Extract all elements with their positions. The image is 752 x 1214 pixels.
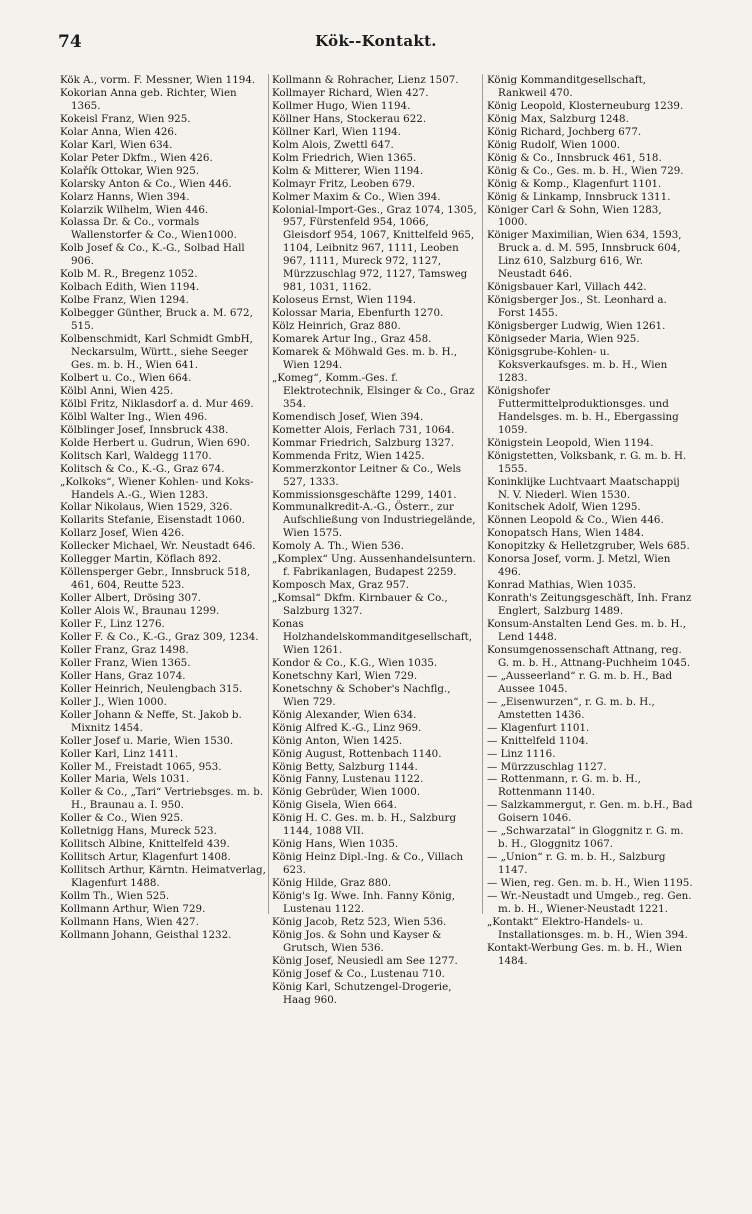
directory-entry: Koller M., Freistadt 1065, 953. [60,760,222,773]
directory-entry: Kollitsch Arthur, Kärntn. Heimatverlag, Klagenfurt 1488. [60,864,266,890]
directory-entry: Königsgrube-Kohlen- u. Koksverkaufsges. m. b. H., Wien 1283. [487,346,668,384]
directory-entry: Kolitsch Karl, Waldegg 1170. [60,449,212,462]
directory-entry: — „Union“ r. G. m. b. H., Salzburg 1147. [487,851,666,877]
directory-entry: König August, Rottenbach 1140. [272,747,442,760]
directory-entry: König Rudolf, Wien 1000. [487,138,621,151]
directory-entry: König Jacob, Retz 523, Wien 536. [272,915,447,928]
directory-entry: Kollmann Johann, Geisthal 1232. [60,928,232,941]
directory-entry: Kollarz Josef, Wien 426. [60,527,185,540]
directory-entry: Königseder Maria, Wien 925. [487,333,640,346]
directory-entry: König Gisela, Wien 664. [272,799,397,812]
directory-entry: König Max, Salzburg 1248. [487,112,629,125]
directory-entry: — Knittelfeld 1104. [487,734,589,747]
directory-entry: Kolm Friedrich, Wien 1365. [272,151,417,164]
directory-entry: König & Co., Innsbruck 461, 518. [487,151,662,164]
directory-entry: Kölbl Fritz, Niklasdorf a. d. Mur 469. [60,397,254,410]
directory-entry: Kontakt-Werbung Ges. m. b. H., Wien 1484. [487,941,683,967]
directory-entry: Konitschek Adolf, Wien 1295. [487,501,641,514]
directory-entry: Kolm Alois, Zwettl 647. [272,138,394,151]
directory-entry: Kolarsky Anton & Co., Wien 446. [60,177,232,190]
directory-entry: Kometter Alois, Ferlach 731, 1064. [272,423,455,436]
directory-entry: Kokorian Anna geb. Richter, Wien 1365. [60,86,237,112]
directory-entry: König Gebrüder, Wien 1000. [272,786,421,799]
directory-entry: Königsberger Jos., St. Leonhard a. Forst 1455. [487,294,667,320]
directory-entry: König & Komp., Klagenfurt 1101. [487,177,662,190]
column-divider [268,74,269,914]
directory-entry: Kollarits Stefanie, Eisenstadt 1060. [60,514,245,527]
directory-entry: Königer Carl & Sohn, Wien 1283, 1000. [487,203,662,229]
directory-entry: „Komplex“ Ung. Aussenhandelsuntern. f. Fabrikanlagen, Budapest 2259. [272,553,476,579]
directory-entry: Koller Franz, Wien 1365. [60,656,191,669]
directory-entry: Komoly A. Th., Wien 536. [272,540,404,553]
directory-entry: Kolb M. R., Bregenz 1052. [60,268,198,281]
directory-entry: Konetschny Karl, Wien 729. [272,669,418,682]
directory-entry: Kölbl Anni, Wien 425. [60,384,174,397]
directory-entry: Kommenda Fritz, Wien 1425. [272,449,425,462]
directory-entry: König Alexander, Wien 634. [272,708,417,721]
directory-entry: Kölbl Walter Ing., Wien 496. [60,410,208,423]
directory-entry: „Komsal“ Dkfm. Kirnbauer & Co., Salzburg 1327. [272,592,448,618]
directory-entry: Können Leopold & Co., Wien 446. [487,514,664,527]
page-title: Kök--Kontakt. [315,32,437,50]
directory-entry: Kölblinger Josef, Innsbruck 438. [60,423,229,436]
directory-entry: Konrath's Zeitungsgeschäft, Inh. Franz Englert, Salzburg 1489. [487,592,692,618]
directory-entry: Koller Heinrich, Neulengbach 315. [60,682,243,695]
directory-entry: König Hans, Wien 1035. [272,838,399,851]
directory-entry: König's Ig. Wwe. Inh. Fanny König, Lustenau 1122. [272,890,455,915]
directory-entry: — Klagenfurt 1101. [487,721,590,734]
directory-entry: Kolmer Maxim & Co., Wien 394. [272,190,441,203]
directory-entry: Kollmann Hans, Wien 427. [60,915,199,928]
directory-entry: Kollar Nikolaus, Wien 1529, 326. [60,501,233,514]
directory-entry: König Josef & Co., Lustenau 710. [272,967,445,980]
directory-entry: Konsum-Anstalten Lend Ges. m. b. H., Lend 1448. [487,618,687,643]
directory-entry: Kolletnigg Hans, Mureck 523. [60,825,217,838]
directory-entry: — Rottenmann, r. G. m. b. H., Rottenmann 1140. [487,773,641,799]
directory-entry: König Alfred K.-G., Linz 969. [272,721,422,734]
directory-entry: König H. C. Ges. m. b. H., Salzburg 1144, 1088 VII. [272,812,457,838]
directory-entry: Kommunalkredit-A.-G., Österr., zur Aufschließung von Industriegelände, Wien 1575. [272,501,476,540]
directory-entry: „Kontakt“ Elektro-Handels- u. Installationsges. m. b. H., Wien 394. [487,915,688,941]
directory-entry: Kollm Th., Wien 525. [60,890,170,903]
directory-entry: — Linz 1116. [487,747,556,760]
directory-column-2 [272,74,478,1192]
column-divider [482,74,483,914]
directory-entry: Koller J., Wien 1000. [60,695,167,708]
directory-entry: König Josef, Neusiedl am See 1277. [272,954,458,967]
directory-entry: Kolarzik Wilhelm, Wien 446. [60,203,209,216]
directory-entry: Komarek & Möhwald Ges. m. b. H., Wien 1294. [272,346,458,371]
directory-entry: Kolbert u. Co., Wien 664. [60,371,192,384]
directory-entry: Kollmer Hugo, Wien 1194. [272,99,411,112]
directory-entry: Kolm & Mitterer, Wien 1194. [272,164,424,177]
directory-entry: Königstein Leopold, Wien 1194. [487,436,654,449]
directory-entry: Königsberger Ludwig, Wien 1261. [487,320,666,333]
directory-entry: Kommerzkontor Leitner & Co., Wels 527, 1333. [272,462,462,488]
directory-entry: Koller F., Linz 1276. [60,618,165,631]
directory-entry: König & Co., Ges. m. b. H., Wien 729. [487,164,684,177]
directory-entry: Komendisch Josef, Wien 394. [272,410,424,423]
directory-entry: Kök A., vorm. F. Messner, Wien 1194. [60,74,256,86]
directory-entry: Kommar Friedrich, Salzburg 1327. [272,436,455,449]
directory-entry: Königsbauer Karl, Villach 442. [487,281,647,294]
directory-entry: Köllner Hans, Stockerau 622. [272,112,427,125]
directory-entry: Kolbenschmidt, Karl Schmidt GmbH, Neckarsulm, Württ., siehe Seeger Ges. m. b. H., Wien 641. [60,333,253,371]
directory-entry: Kolbach Edith, Wien 1194. [60,281,200,294]
directory-entry: König Richard, Jochberg 677. [487,125,642,138]
directory-entry: — Wr.-Neustadt und Umgeb., reg. Gen. m. b. H., Wiener-Neustadt 1221. [487,890,692,915]
directory-entry: Kondor & Co., K.G., Wien 1035. [272,656,438,669]
directory-column-3 [487,74,693,1192]
directory-entry: Koller F. & Co., K.-G., Graz 309, 1234. [60,630,259,643]
directory-entry: „Komeg“, Komm.-Ges. f. Elektrotechnik, Elsinger & Co., Graz 354. [272,371,475,410]
directory-entry: Koller Hans, Graz 1074. [60,669,186,682]
directory-entry: König Fanny, Lustenau 1122. [272,773,424,786]
directory-entry: Königshofer Futtermittelproduktionsges. und Handelsges. m. b. H., Ebergassing 1059. [487,384,679,436]
directory-entry: Kolassa Dr. & Co., vormals Wallenstorfer & Co., Wien1000. [60,216,237,242]
directory-entry: Konas Holzhandelskommanditgesellschaft, Wien 1261. [272,618,473,656]
directory-entry: König Betty, Salzburg 1144. [272,760,418,773]
directory-entry: Komarek Artur Ing., Graz 458. [272,333,432,346]
directory-entry: Koloseus Ernst, Wien 1194. [272,294,416,307]
directory-entry: Kollegger Martin, Köflach 892. [60,553,222,566]
directory-entry: Kokeisl Franz, Wien 925. [60,112,191,125]
directory-entry: Kollitsch Albine, Knittelfeld 439. [60,838,230,851]
directory-entry: Kolde Herbert u. Gudrun, Wien 690. [60,436,250,449]
directory-entry: Kollmann & Rohracher, Lienz 1507. [272,74,459,86]
directory-entry: Kollmayer Richard, Wien 427. [272,86,429,99]
directory-entry: König Jos. & Sohn und Kayser & Grutsch, Wien 536. [272,928,442,954]
directory-entry: Koller Josef u. Marie, Wien 1530. [60,734,234,747]
directory-entry: — Salzkammergut, r. Gen. m. b.H., Bad Goisern 1046. [487,799,693,825]
directory-entry: „Kolkoks“, Wiener Kohlen- und Koks-Handels A.-G., Wien 1283. [60,475,254,501]
directory-entry: Konopitzky & Helletzgruber, Wels 685. [487,540,690,553]
directory-entry: König Anton, Wien 1425. [272,734,403,747]
directory-entry: Kollitsch Artur, Klagenfurt 1408. [60,851,231,864]
directory-entry: Kolonial-Import-Ges., Graz 1074, 1305, 957, Fürstenfeld 954, 1066, Gleisdorf 954, 1067, Knittelfeld 965, 1104, Leibnitz 967, 1111, Leoben 967, 1111, Mureck 972, 1127, Mürzzuschlag 972, 1127, Tamsweg 981, 1031, 1162. [272,203,477,294]
directory-entry: Kölz Heinrich, Graz 880. [272,320,401,333]
directory-entry: Koninklijke Luchtvaart Maatschappij N. V. Niederl. Wien 1530. [487,475,680,501]
directory-entry: Kollecker Michael, Wr. Neustadt 646. [60,540,256,553]
directory-entry: König Leopold, Klosterneuburg 1239. [487,99,684,112]
directory-entry: Konrad Mathias, Wien 1035. [487,579,637,592]
directory-entry: Koller & Co., Wien 925. [60,812,184,825]
directory-entry: Konetschny & Schober's Nachflg., Wien 729. [272,682,451,708]
directory-entry: Kolossar Maria, Ebenfurth 1270. [272,307,444,320]
directory-entry: Kolmayr Fritz, Leoben 679. [272,177,415,190]
directory-entry: Koller & Co., „Tari“ Vertriebsges. m. b. H., Braunau a. I. 950. [60,786,264,812]
directory-entry: Königstetten, Volksbank, r. G. m. b. H. 1555. [487,449,687,475]
directory-entry: Konsumgenossenschaft Attnang, reg. G. m. b. H., Attnang-Puchheim 1045. [487,643,691,669]
directory-entry: Kolar Anna, Wien 426. [60,125,178,138]
directory-entry: Kolarz Hanns, Wien 394. [60,190,190,203]
directory-entry: Konorsa Josef, vorm. J. Metzl, Wien 496. [487,553,671,579]
directory-entry: Koller Franz, Graz 1498. [60,643,189,656]
directory-entry: Kolb Josef & Co., K.-G., Solbad Hall 906. [60,242,245,268]
directory-entry: Kollmann Arthur, Wien 729. [60,903,206,915]
directory-entry: Koller Albert, Drösing 307. [60,592,201,605]
directory-entry: König Hilde, Graz 880. [272,877,392,890]
directory-entry: Kolar Karl, Wien 634. [60,138,173,151]
directory-entry: König Kommanditgesellschaft, Rankweil 470. [487,74,647,99]
directory-entry: — „Schwarzatal“ in Gloggnitz r. G. m. b. H., Gloggnitz 1067. [487,825,684,851]
directory-entry: Koller Maria, Wels 1031. [60,773,190,786]
directory-entry: Kolbe Franz, Wien 1294. [60,294,189,307]
directory-entry: Koller Johann & Neffe, St. Jakob b. Mixnitz 1454. [60,708,242,734]
directory-entry: — „Eisenwurzen“, r. G. m. b. H., Amstetten 1436. [487,695,655,721]
page-number: 74 [58,32,82,52]
directory-entry: König & Linkamp, Innsbruck 1311. [487,190,671,203]
directory-entry: Koller Alois W., Braunau 1299. [60,605,220,618]
directory-entry: König Karl, Schutzengel-Drogerie, Haag 960. [272,980,452,1006]
directory-entry: Kommissionsgeschäfte 1299, 1401. [272,488,457,501]
directory-entry: Kolbegger Günther, Bruck a. M. 672, 515. [60,307,253,333]
page-header [36,32,716,54]
directory-entry: — „Ausseerland“ r. G. m. b. H., Bad Aussee 1045. [487,669,673,695]
directory-entry: — Wien, reg. Gen. m. b. H., Wien 1195. [487,877,693,890]
directory-column-1 [60,74,266,1192]
directory-entry: Kolitsch & Co., K.-G., Graz 674. [60,462,225,475]
directory-entry: Konopatsch Hans, Wien 1484. [487,527,645,540]
directory-entry: Königer Maximilian, Wien 634, 1593, Bruck a. d. M. 595, Innsbruck 604, Linz 610, Salzburg 616, Wr. Neustadt 646. [487,229,682,281]
directory-entry: Koller Karl, Linz 1411. [60,747,179,760]
directory-entry: Köllner Karl, Wien 1194. [272,125,401,138]
directory-entry: Kolařík Ottokar, Wien 925. [60,164,200,177]
directory-entry: Köllensperger Gebr., Innsbruck 518, 461, 604, Reutte 523. [60,566,251,592]
directory-entry: König Heinz Dipl.-Ing. & Co., Villach 623. [272,851,463,877]
directory-entry: — Mürzzuschlag 1127. [487,760,607,773]
directory-entry: Komposch Max, Graz 957. [272,579,410,592]
directory-entry: Kolar Peter Dkfm., Wien 426. [60,151,213,164]
